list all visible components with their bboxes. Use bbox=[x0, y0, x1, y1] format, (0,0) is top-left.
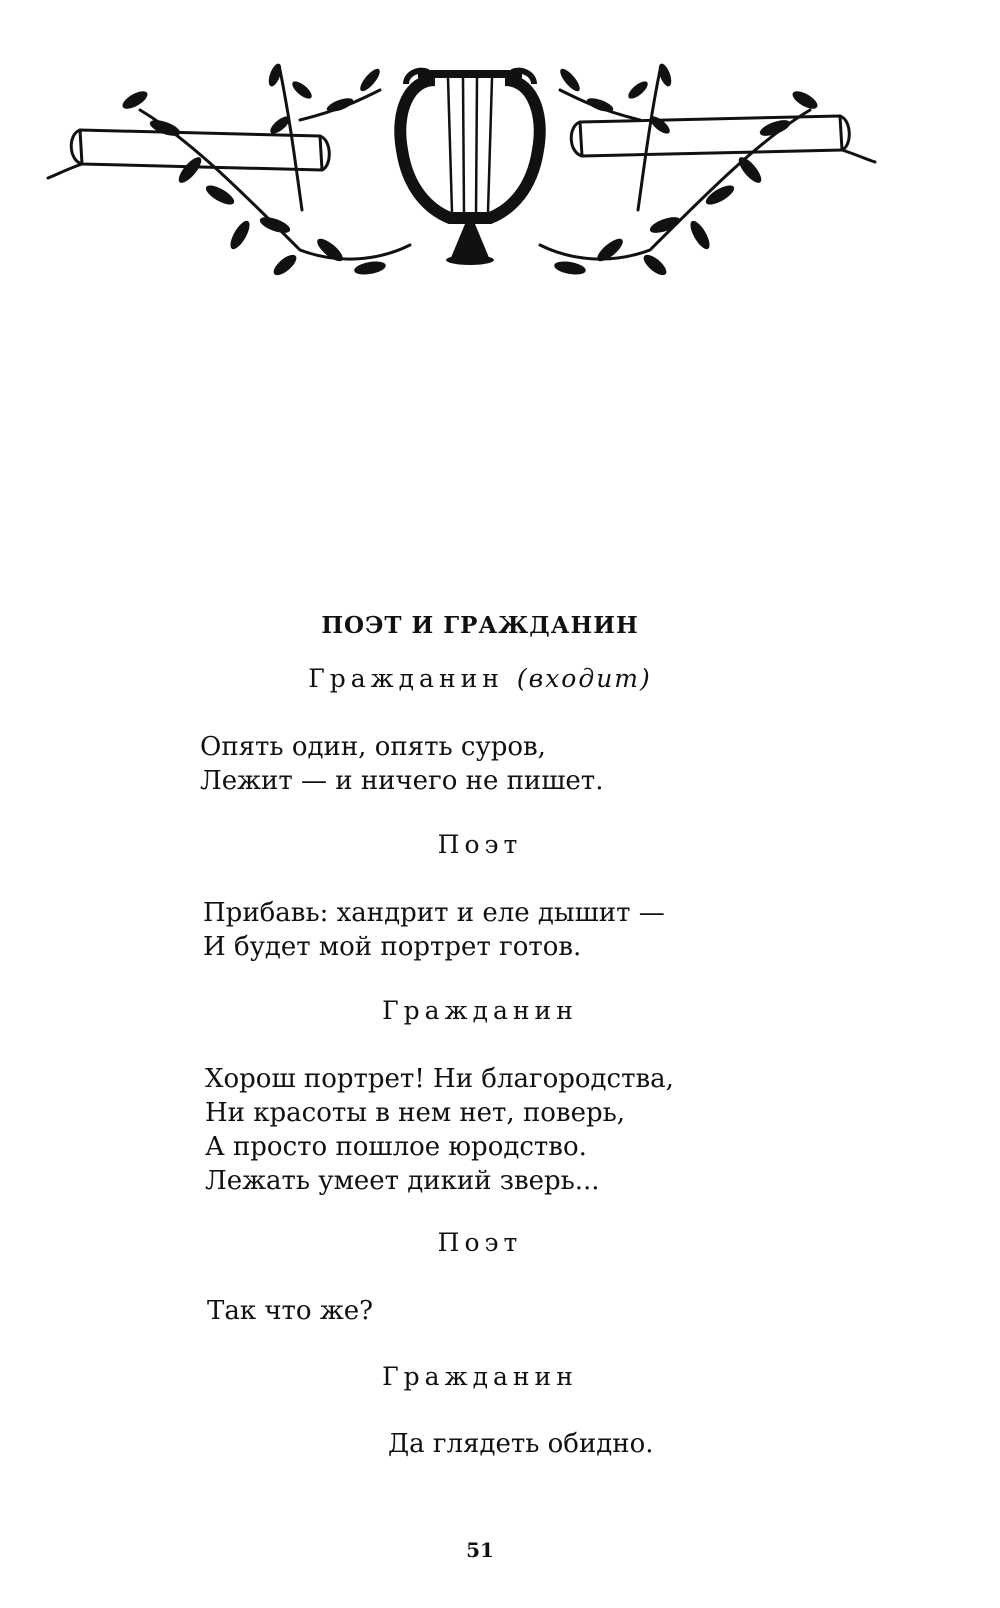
speaker-name: Гражданин bbox=[382, 996, 578, 1025]
verse-line: Лежать умеет дикий зверь... bbox=[205, 1166, 600, 1196]
speaker-name: Гражданин bbox=[382, 1362, 578, 1391]
verse-line: А просто пошлое юродство. bbox=[205, 1132, 587, 1162]
page-number: 51 bbox=[466, 1538, 494, 1562]
verse-stanza bbox=[207, 1294, 373, 1328]
speaker-heading bbox=[0, 1228, 960, 1257]
verse-line: Хорош портрет! Ни благородства, bbox=[205, 1064, 674, 1094]
verse-line: Лежит — и ничего не пишет. bbox=[200, 766, 604, 796]
poem-title: ПОЭТ И ГРАЖДАНИН bbox=[321, 612, 639, 639]
verse-stanza bbox=[203, 896, 665, 964]
speaker-heading bbox=[0, 830, 960, 859]
verse-line: Ни красоты в нем нет, поверь, bbox=[205, 1098, 626, 1128]
verse-stanza bbox=[388, 1427, 654, 1461]
verse-line: Так что же? bbox=[207, 1296, 374, 1326]
speaker-heading bbox=[0, 996, 960, 1025]
speaker-heading bbox=[0, 1362, 960, 1391]
verse-stanza bbox=[200, 730, 603, 798]
speaker-name: Поэт bbox=[437, 830, 523, 859]
lyre-laurel-scroll-icon bbox=[40, 50, 900, 290]
verse-stanza bbox=[205, 1062, 674, 1198]
verse-line: Прибавь: хандрит и еле дышит — bbox=[203, 898, 665, 928]
verse-line: Да глядеть обидно. bbox=[388, 1429, 654, 1459]
stage-direction: (входит) bbox=[516, 664, 652, 693]
speaker-name: Гражданин bbox=[308, 664, 504, 693]
speaker-name: Поэт bbox=[437, 1228, 523, 1257]
verse-line: Опять один, опять суров, bbox=[200, 732, 546, 762]
verse-line: И будет мой портрет готов. bbox=[203, 932, 582, 962]
speaker-heading bbox=[0, 664, 960, 693]
